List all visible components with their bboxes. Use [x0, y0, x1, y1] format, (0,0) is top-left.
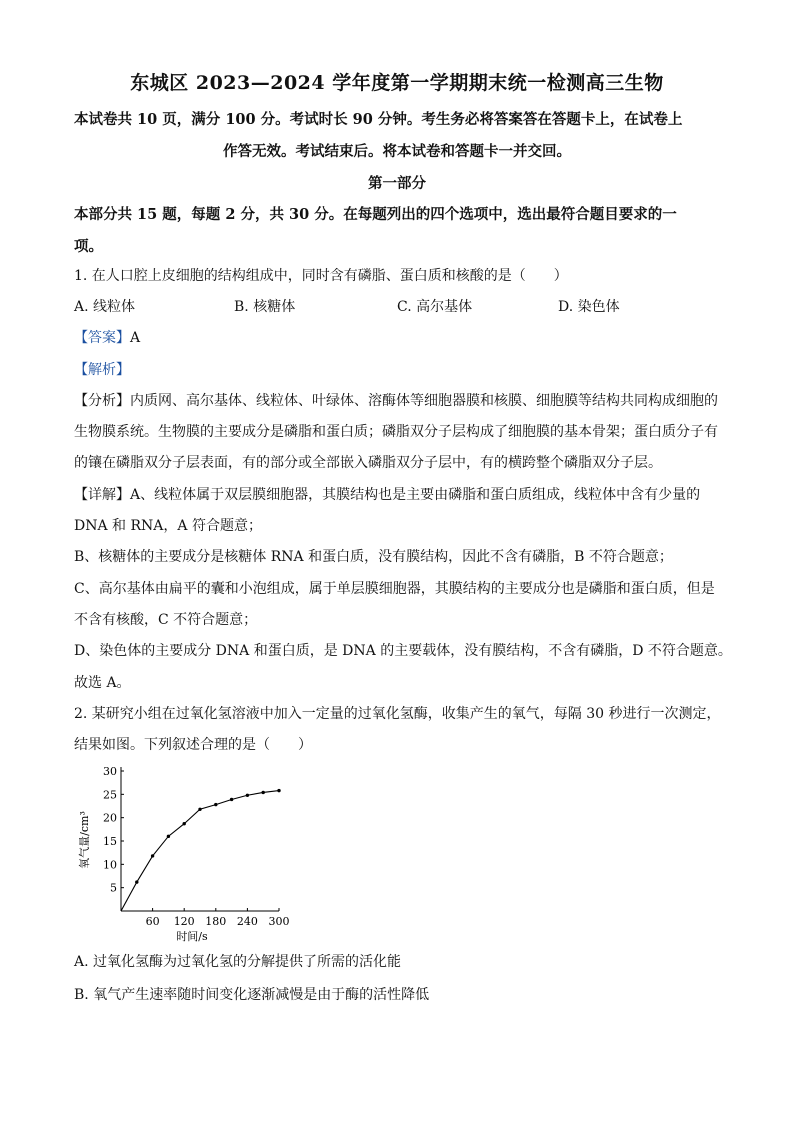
x-axis-label: 时间/s	[176, 930, 208, 943]
y-tick-label: 15	[103, 835, 117, 848]
y-tick-label: 10	[103, 858, 117, 872]
analysis-line	[74, 359, 130, 379]
option-d: D. 染色体	[558, 299, 620, 315]
question-2-stem-2: 结果如图。下列叙述合理的是（ ）	[74, 737, 312, 753]
xiangjie-line-d: D、染色体的主要成分 DNA 和蛋白质，是 DNA 的主要载体，没有膜结构，不含有磷脂，D 不符合题意。	[74, 643, 732, 659]
data-point	[167, 835, 170, 838]
y-axis-label: 氧气量/cm³	[78, 811, 91, 869]
option-a: A. 线粒体	[74, 299, 136, 315]
data-point	[277, 789, 280, 792]
x-tick-label: 300	[268, 915, 290, 928]
conclusion-line: 故选 A。	[74, 675, 131, 691]
oxygen-time-chart	[74, 758, 294, 944]
exam-title: 东城区 2023—2024 学年度第一学期期末统一检测高三生物	[130, 72, 664, 94]
data-point	[230, 798, 233, 801]
question-2-option-b: B. 氧气产生速率随时间变化逐渐减慢是由于酶的活性降低	[74, 987, 430, 1003]
x-tick-label: 120	[173, 915, 195, 928]
question-2-stem-1: 2. 某研究小组在过氧化氢溶液中加入一定量的过氧化氢酶，收集产生的氧气，每隔 30 秒进行一次测定，	[74, 706, 721, 722]
x-tick-label: 60	[145, 915, 160, 928]
data-point	[151, 854, 154, 857]
x-tick-label: 180	[205, 915, 227, 928]
analysis-tag: 【解析】	[74, 362, 130, 378]
data-point	[135, 880, 138, 883]
data-point	[198, 808, 201, 811]
option-c: C. 高尔基体	[397, 299, 473, 315]
answer-line	[74, 327, 140, 347]
xiangjie-tag: 【详解】	[74, 487, 130, 503]
section-heading: 第一部分	[368, 175, 426, 192]
option-b: B. 核糖体	[234, 299, 296, 315]
data-point	[214, 803, 217, 806]
y-tick-label: 30	[103, 765, 117, 778]
x-tick-label: 240	[236, 915, 258, 928]
xiangjie-line-a2: DNA 和 RNA，A 符合题意；	[74, 518, 262, 534]
fenxi-tag: 【分析】	[74, 393, 130, 409]
exam-notice-line-2: 作答无效。考试结束后。将本试卷和答题卡一并交回。	[223, 143, 571, 160]
exam-notice-line-1: 本试卷共 10 页，满分 100 分。考试时长 90 分钟。考生务必将答案答在答题卡上，在试卷上	[74, 111, 683, 128]
y-tick-label: 25	[103, 788, 117, 802]
answer-tag: 【答案】	[74, 330, 130, 346]
xiangjie-line-c1: C、高尔基体由扁平的囊和小泡组成，属于单层膜细胞器，其膜结构的主要成分也是磷脂和蛋白质，但是	[74, 581, 715, 597]
xiangjie-line-b: B、核糖体的主要成分是核糖体 RNA 和蛋白质，没有膜结构，因此不含有磷脂，B 不符合题意；	[74, 549, 673, 565]
question-1-stem: 1. 在人口腔上皮细胞的结构组成中，同时含有磷脂、蛋白质和核酸的是（ ）	[74, 268, 568, 284]
data-point	[183, 822, 186, 825]
chart-series	[121, 789, 281, 911]
data-point	[262, 791, 265, 794]
section-intro-line-2: 项。	[74, 238, 103, 255]
xiangjie-line-c2: 不含有核酸，C 不符合题意；	[74, 612, 258, 628]
xiangjie-line-a1	[74, 484, 700, 504]
answer-value: A	[130, 330, 141, 346]
chart-ticks	[103, 765, 290, 928]
section-intro-line-1: 本部分共 15 题，每题 2 分，共 30 分。在每题列出的四个选项中，选出最符合题目要求的一	[74, 206, 677, 223]
fenxi-line-2: 生物膜系统。生物膜的主要成分是磷脂和蛋白质；磷脂双分子层构成了细胞膜的基本骨架；蛋白质分子有	[74, 424, 718, 440]
fenxi-line-3: 的镶在磷脂双分子层表面，有的部分或全部嵌入磷脂双分子层中，有的横跨整个磷脂双分子层。	[74, 455, 662, 471]
fenxi-line-1	[74, 390, 718, 410]
y-tick-label: 20	[103, 811, 117, 825]
question-2-option-a: A. 过氧化氢酶为过氧化氢的分解提供了所需的活化能	[74, 954, 402, 970]
chart-axes	[121, 767, 279, 911]
fenxi-text-1: 内质网、高尔基体、线粒体、叶绿体、溶酶体等细胞器膜和核膜、细胞膜等结构共同构成细胞的	[130, 393, 718, 409]
xiangjie-a-text: A、线粒体属于双层膜细胞器，其膜结构也是主要由磷脂和蛋白质组成，线粒体中含有少量的	[130, 487, 701, 503]
y-tick-label: 5	[110, 881, 117, 895]
data-point	[246, 794, 249, 797]
